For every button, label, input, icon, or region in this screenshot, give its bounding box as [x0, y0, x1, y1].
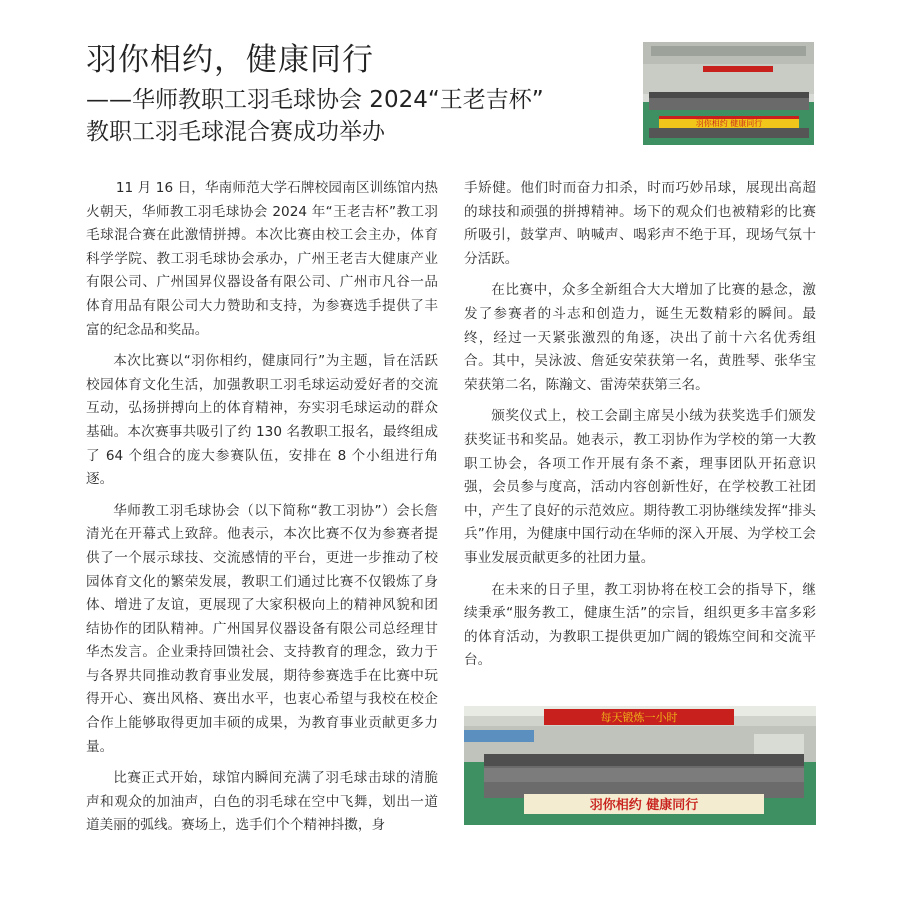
top-photo-banner-text: 羽你相约 健康同行	[695, 119, 763, 128]
paragraph-7: 在未来的日子里，教工羽协将在校工会的指导下，继续秉承“服务教工，健康生活”的宗旨，组织更多丰富多彩的体育活动，为教职工提供更加广阔的锻炼空间和交流平台。	[464, 581, 816, 669]
paragraph-2: 本次比赛以“羽你相约，健康同行”为主题，旨在活跃校园体育文化生活，加强教职工羽毛球运动爱好者的交流互动，弘扬拼搏向上的体育精神，夯实羽毛球运动的群众基础。本次赛事共吸引了约 130 名教职工报名，最终组成了 64 个组合的庞大参赛队伍，安排在 8 个小组进行角逐。	[86, 353, 438, 488]
bottom-photo-top-banner: 每天锻炼一小时	[600, 711, 678, 724]
group-photo-bottom	[464, 706, 816, 825]
paragraph-6: 颁奖仪式上，校工会副主席吴小绒为获奖选手们颁发获奖证书和奖品。她表示，教工羽协作为学校的第一大教职工协会，各项工作开展有条不紊，理事团队开拓意识强，会员参与度高，活动内容创新性好，在学校教工社团中，产生了良好的示范效应。期待教工羽协继续发挥“排头兵”作用，为健康中国行动在华师的深入开展、为学校工会事业发展贡献更多的社团力量。	[464, 408, 816, 566]
group-photo-bottom-image	[464, 706, 816, 825]
paragraph-1: 11 月 16 日，华南师范大学石牌校园南区训练馆内热火朝天，华师教工羽毛球协会 2024 年“王老吉杯”教工羽毛球混合赛在此激情拼搏。本次比赛由校工会主办，体育科学学院、教工羽毛球协会承办，广州王老吉大健康产业有限公司、广州国昇仪器设备有限公司、广州市凡谷一品体育用品有限公司大力赞助和支持，为参赛选手提供了丰富的纪念品和奖品。	[86, 180, 438, 338]
paragraph-3: 华师教工羽毛球协会（以下简称“教工羽协”）会长詹清光在开幕式上致辞。他表示，本次比赛不仅为参赛者提供了一个展示球技、交流感情的平台，更进一步推动了校园体育文化的繁荣发展，教职工们通过比赛不仅锻炼了身体、增进了友谊，更展现了大家积极向上的精神风貌和团结协作的团队精神。广州国昇仪器设备有限公司总经理甘华杰发言。企业秉持回馈社会、支持教育的理念，致力于与各界共同推动教育事业发展，期待参赛选手在比赛中玩得开心、赛出风格、赛出水平，也衷心希望与我校在校企合作上能够取得更加丰硕的成果，为教育事业贡献更多力量。	[86, 502, 438, 755]
paragraph-4-continued: 手矫健。他们时而奋力扣杀，时而巧妙吊球，展现出高超的球技和顽强的拼搏精神。场下的观众们也被精彩的比赛所吸引，鼓掌声、呐喊声、喝彩声不绝于耳，现场气氛十分活跃。	[464, 180, 816, 267]
article-column-left	[86, 177, 438, 838]
group-photo-top-image	[643, 42, 814, 145]
article-column-right	[464, 177, 816, 673]
article-title: 羽你相约，健康同行	[86, 42, 374, 78]
paragraph-4: 比赛正式开始，球馆内瞬间充满了羽毛球击球的清脆声和观众的加油声，白色的羽毛球在空中飞舞，划出一道道美丽的弧线。赛场上，选手们个个精神抖擞，身	[86, 770, 438, 834]
article-subtitle-line1: ——华师教职工羽毛球协会 2024“王老吉杯”	[86, 87, 544, 113]
article-subtitle-line2: 教职工羽毛球混合赛成功举办	[86, 119, 385, 145]
bottom-photo-front-banner: 羽你相约 健康同行	[589, 798, 699, 813]
group-photo-top	[643, 42, 814, 145]
paragraph-5: 在比赛中，众多全新组合大大增加了比赛的悬念，激发了参赛者的斗志和创造力，诞生无数精彩的瞬间。最终，经过一天紧张激烈的角逐，决出了前十六名优秀组合。其中，吴泳波、詹延安荣获第一名，黄胜琴、张华宝荣获第二名，陈瀚文、雷涛荣获第三名。	[464, 282, 816, 393]
